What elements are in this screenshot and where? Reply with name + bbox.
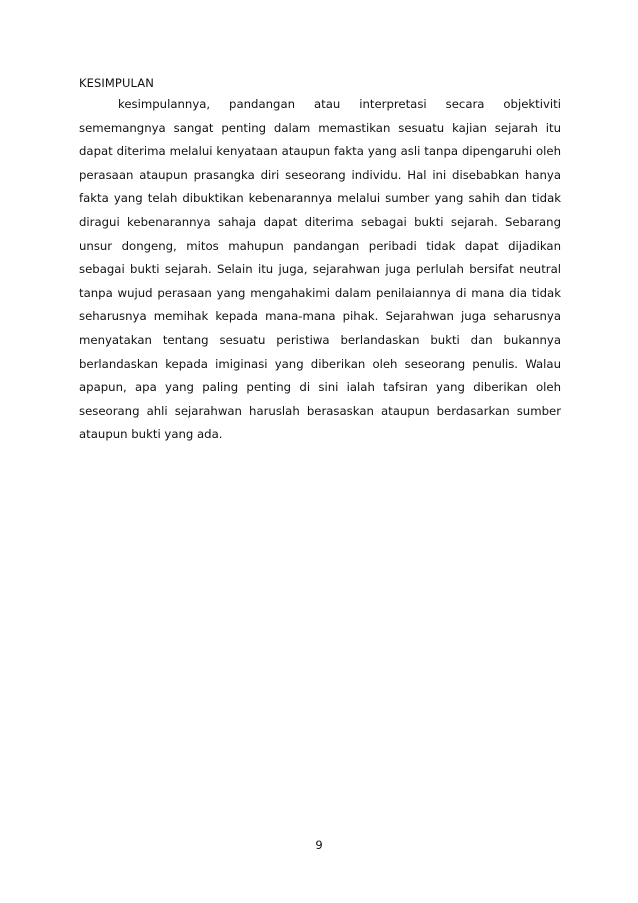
page-number: 9 [315, 838, 323, 852]
section-heading: KESIMPULAN [79, 76, 154, 90]
body-paragraph: kesimpulannya, pandangan atau interpretasi secara objektiviti sememangnya sangat penting dalam memastikan sesuatu kajian sejarah itu dapat diterima melalui kenyataan ataupun fakta yang asli tanpa dipengaruhi oleh perasaan ataupun prasangka diri seseorang individu. Hal ini disebabkan hanya fakta yang telah dibuktikan kebenarannya melalui sumber yang sahih dan tidak diragui kebenarannya sahaja dapat diterima sebagai bukti sejarah. Sebarang unsur dongeng, mitos mahupun pandangan peribadi tidak dapat dijadikan sebagai bukti sejarah. Selain itu juga, sejarahwan juga perlulah bersifat neutral tanpa wujud perasaan yang mengahakimi dalam penilaiannya di mana dia tidak seharusnya memihak kepada mana-mana pihak. Sejarahwan juga seharusnya menyatakan tentang sesuatu peristiwa berlandaskan bukti dan bukannya berlandaskan kepada imiginasi yang diberikan oleh seseorang penulis. Walau apapun, apa yang paling penting di sini ialah tafsiran yang diberikan oleh seseorang ahli sejarahwan haruslah berasaskan ataupun berdasarkan sumber ataupun bukti yang ada. [79, 97, 561, 442]
